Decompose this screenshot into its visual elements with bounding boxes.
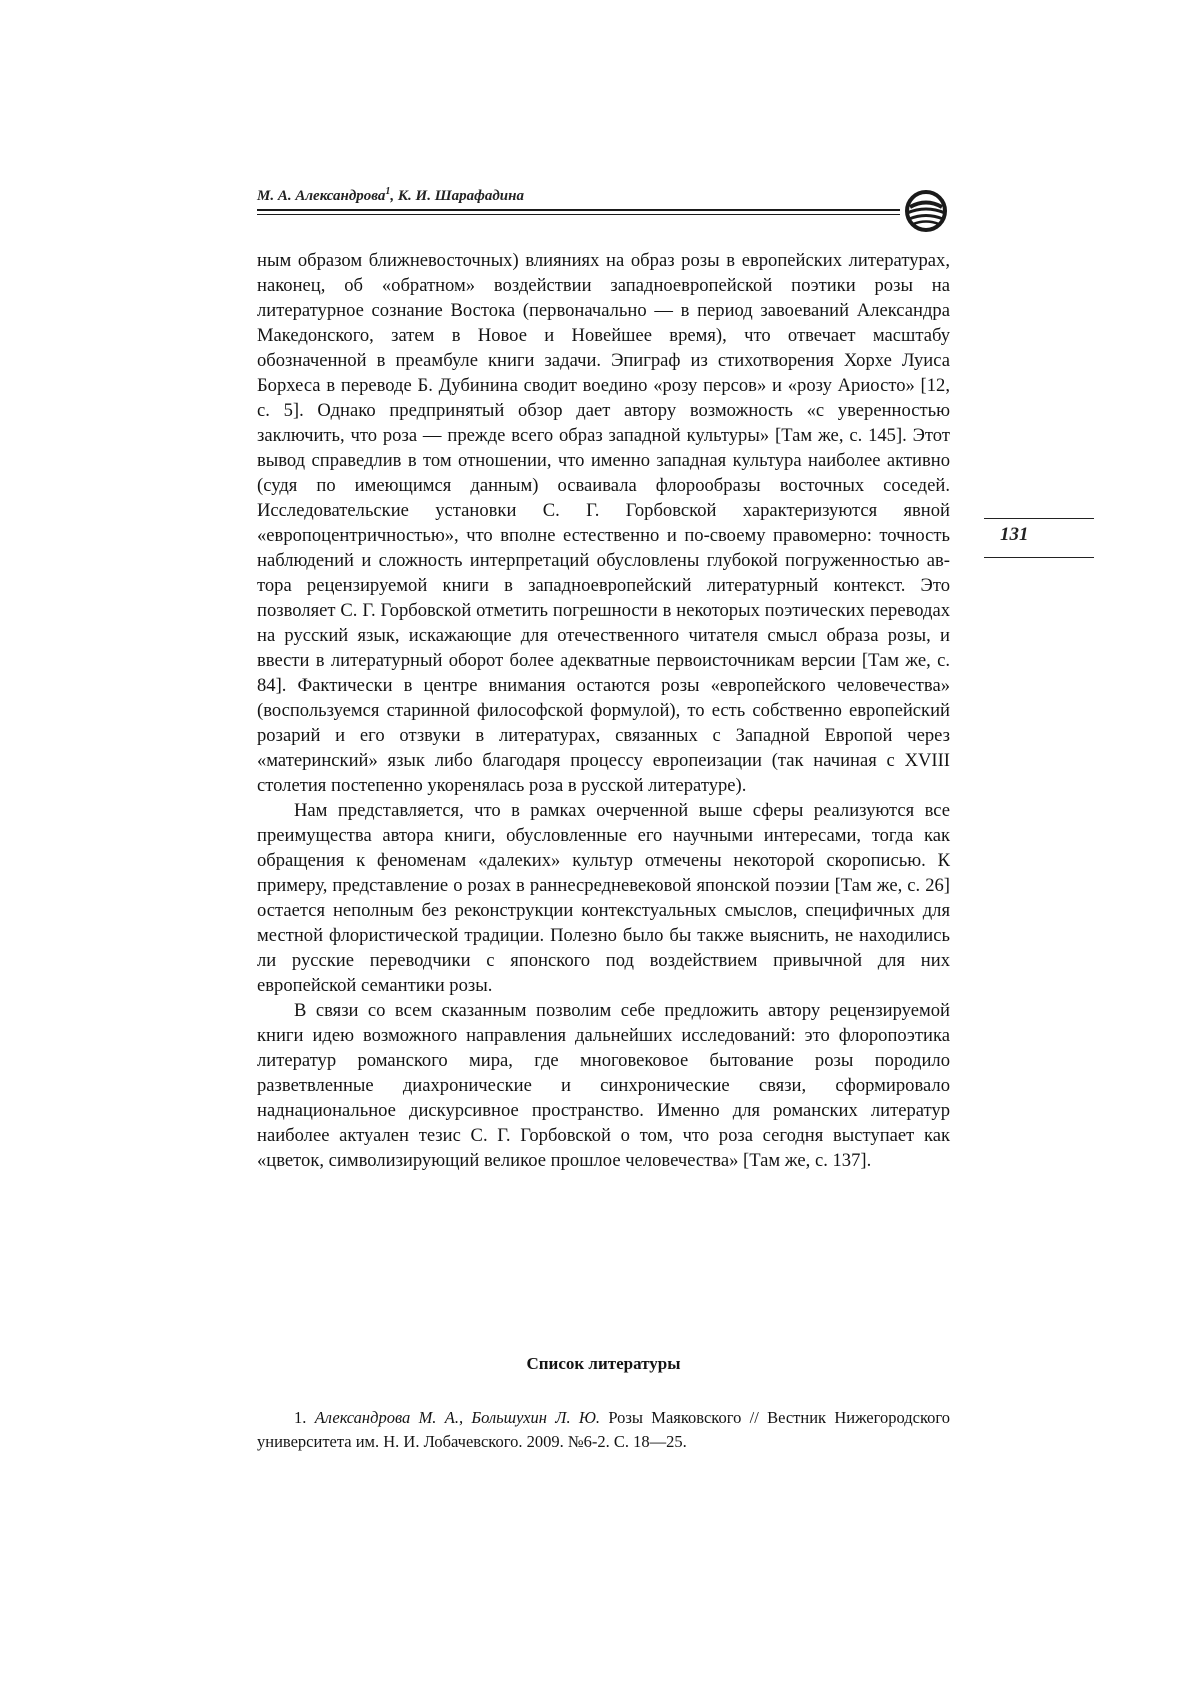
reference-authors: Александрова М. А., Большухин Л. Ю. — [314, 1408, 601, 1427]
running-header — [257, 186, 950, 208]
header-author-1: М. А. Александрова — [257, 188, 386, 204]
journal-logo-icon — [902, 189, 950, 233]
header-rule-thick — [257, 209, 900, 211]
paragraph-1: ным образом ближневосточных) влияниях на образ розы в европейских литературах, наконец, об «обратном» воздействии западноевропейской поэтики розы на литературное сознание Востока (первоначально — в период завоеваний Александра Македонского, затем в Новое и Новейшее время), что отвечает масштабу обозначенной в преамбуле книги задачи. Эпиграф из стихотворения Хорхе Луиса Борхеса в переводе Б. Дубинина сводит воедино «розу персов» и «розу Ариосто» [12, с. 5]. Однако предпринятый обзор дает автору возможность «с уверенностью заключить, что роза — прежде всего образ западной культуры» [Там же, с. 145]. Этот вывод справедлив в том отношении, что именно западная культура наиболее активно (судя по имеющимся данным) осваивала флорообразы восточных соседей. Исследовательские установки С. Г. Горбовской характеризуются явной «европоцентричностью», что вполне естественно и по-своему правомерно: точность наблюдений и сложность интерпретаций обусловлены глубокой погруженностью автора рецензируемой книги в западноевропейский литературный контекст. Это позволяет С. Г. Горбовской отметить погрешности в некоторых поэтических переводах на русский язык, искажающие для отечественного читателя смысл образа розы, и ввести в литературный оборот более адекватные первоисточникам версии [Там же, с. 84]. Фактически в центре внимания остаются розы «европейского человечества» (воспользуемся старинной философской формулой), то есть собственно европейский розарий и его отзвуки в литературах, связанных с Западной Европой через «материнский» язык либо благодаря процессу европеизации (так начиная с XVIII столетия постепенно укоренялась роза в русской литературе). — [257, 250, 950, 796]
paragraph-3: В связи со всем сказанным позволим себе предложить автору рецензируемой книги идею возможного направления дальнейших исследований: это флоропоэтика литератур романского мира, где многовековое бытование розы породило разветвленные диахронические и синхронические связи, сформировало наднациональное дискурсивное пространство. Именно для романских литератур наиболее актуален тезис С. Г. Горбовской о том, что роза сегодня выступает как «цветок, символизирующий великое прошлое человечества» [Там же, с. 137]. — [257, 1000, 950, 1171]
header-author-2: , К. И. Шарафадина — [390, 188, 524, 204]
header-rule-thin — [257, 214, 900, 215]
paragraph-2: Нам представляется, что в рамках очерченной выше сферы реализуются все преимущества автора книги, обусловленные его научными интересами, тогда как обращения к феноменам «далеких» культур отмечены некоторой скорописью. К примеру, представление о розах в раннесредневековой японской поэзии [Там же, с. 26] остается неполным без реконструкции контекстуальных смыслов, специфичных для местной флористической традиции. Полезно было бы также выяснить, не находились ли русские переводчики с японского под воздействием привычной для них европейской семантики розы. — [257, 800, 950, 996]
page-number: 131 — [1000, 524, 1029, 545]
references-title: Список литературы — [526, 1354, 681, 1373]
main-text — [257, 248, 950, 1173]
reference-number: 1. — [294, 1408, 315, 1427]
reference-item — [257, 1406, 950, 1454]
header-author-sup: 1 — [385, 186, 391, 197]
reference-text: Розы Маяковского // Вестник Нижегородского университета им. Н. И. Лобачевского. 2009. №6-2. С. 18—25. — [257, 1408, 951, 1451]
